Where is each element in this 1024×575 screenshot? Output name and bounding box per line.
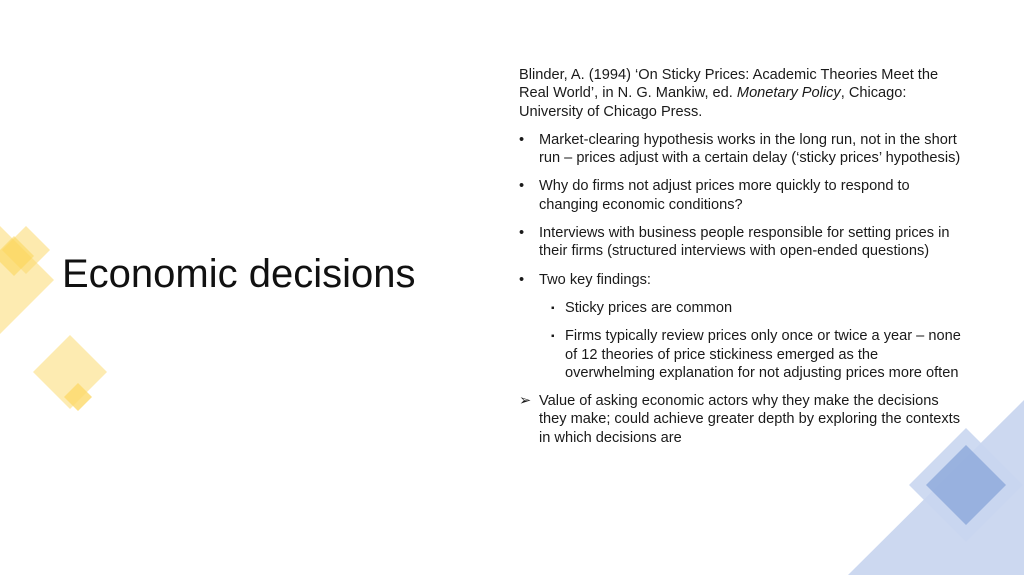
- bullet-marker: •: [519, 271, 525, 288]
- list-item: [519, 271, 967, 382]
- slide-title: Economic decisions: [62, 252, 416, 296]
- list-item: [539, 327, 967, 382]
- findings-list: [539, 299, 967, 382]
- bullet-marker: •: [519, 225, 525, 242]
- bullet-text: Interviews with business people responsible for setting prices in their firms (structured interviews with open-ended questions): [539, 225, 950, 260]
- bullet-list: [519, 131, 967, 447]
- finding-text: Firms typically review prices only once or twice a year – none of 12 theories of price stickiness emerged as the overwhelming explanation for not adjusting prices more often: [565, 328, 961, 381]
- conclusion-text: Value of asking economic actors why they make the decisions they make; could achieve greater depth by exploring the contexts in which decisions are: [539, 393, 961, 446]
- bullet-marker: •: [519, 178, 525, 195]
- list-item: [519, 392, 967, 447]
- arrow-bullet-marker: ➢: [519, 393, 532, 410]
- citation-text: Blinder, A. (1994) ‘On Sticky Prices: Academic Theories Meet the Real World’, in N. G. Mankiw, ed.: [519, 67, 939, 102]
- square-bullet-marker: ▪: [551, 331, 555, 343]
- square-bullet-marker: ▪: [551, 302, 555, 314]
- list-item: [519, 224, 967, 261]
- citation-publisher: , Chicago: University of Chicago Press.: [519, 85, 907, 120]
- finding-text: Sticky prices are common: [565, 299, 733, 316]
- citation-book-title: Monetary Policy: [736, 85, 841, 102]
- list-item: [519, 131, 967, 168]
- list-item: [539, 299, 967, 317]
- bullet-text: Why do firms not adjust prices more quickly to respond to changing economic conditions?: [539, 178, 910, 213]
- bullet-text: Two key findings:: [539, 271, 651, 288]
- bullet-marker: •: [519, 131, 525, 148]
- list-item: [519, 177, 967, 214]
- slide-content: [519, 66, 967, 457]
- citation: [519, 66, 967, 121]
- bullet-text: Market-clearing hypothesis works in the long run, not in the short run – prices adjust with a certain delay (‘sticky prices’ hypothesis): [539, 131, 961, 167]
